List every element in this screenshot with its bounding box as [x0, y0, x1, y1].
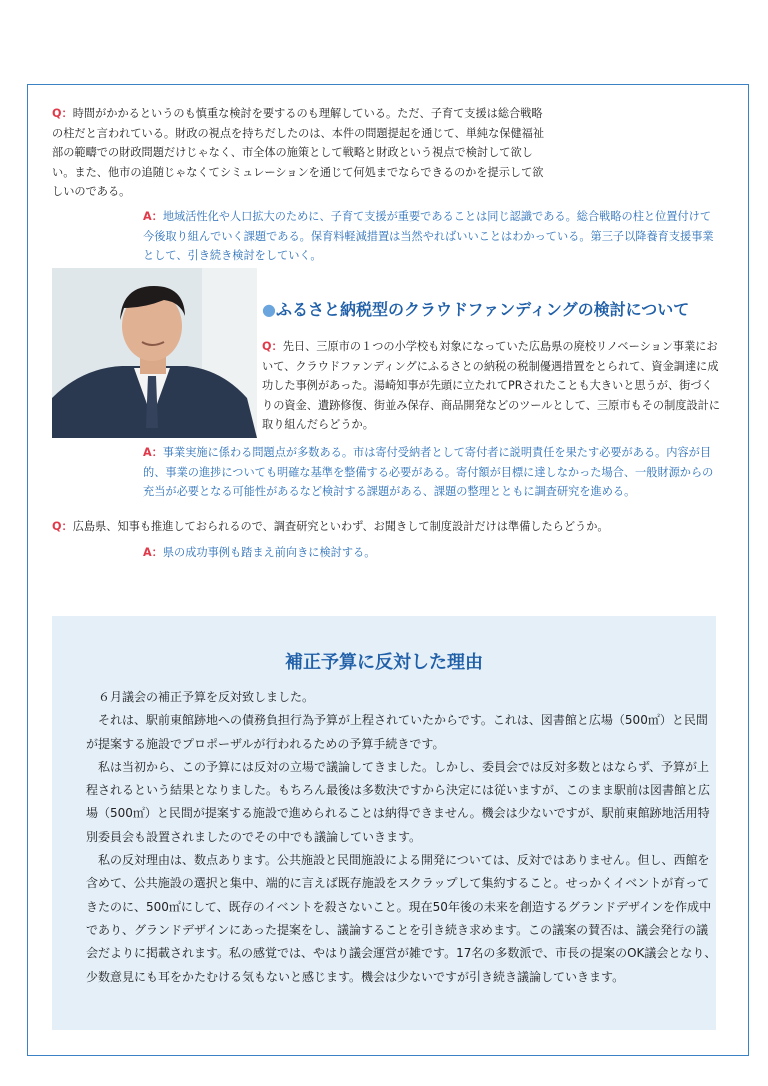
- box-title: 補正予算に反対した理由: [285, 652, 483, 673]
- question-text: 広島県、知事も推進しておられるので、調査研究といわず、お聞きして制度設計だけは準備したらどうか。: [72, 520, 609, 533]
- box-paragraph: それは、駅前東館跡地への債務負担行為予算が上程されていたからです。これは、図書館と広場（500㎡）と民間が提案する施設でプロポーザルが行われるための予算手続きです。: [86, 713, 708, 751]
- box-paragraph: 私の反対理由は、数点あります。公共施設と民間施設による開発については、反対ではありません。但し、西館を含めて、公共施設の選択と集中、端的に言えば既存施設をスクラップして集約すること。せっかくイベントが育ってきたのに、500㎡にして、既存のイベントを殺さないこと。現在50年後の未来を創造するグランドデザインを作成中であり、グランドデザインにあった提案をし、議論することを引き続き求めます。この議案の賛否は、議会発行の議会だよりに掲載されます。私の感覚では、やはり議会運営が雑です。17名の多数派で、市長の提案のOK議会となり、少数意見にも耳をかたむける気もないと感じます。機会は少ないですが引き続き議論していきます。: [86, 853, 717, 984]
- question-label: Q：: [52, 520, 73, 533]
- question-label: Q：: [262, 340, 283, 353]
- bullet-icon: ●: [262, 300, 276, 319]
- speaker-portrait-illustration: [52, 268, 257, 438]
- question-1: [52, 104, 552, 202]
- speaker-photo: [52, 268, 257, 438]
- answer-label: A：: [143, 546, 163, 559]
- section-heading: [262, 297, 689, 320]
- answer-2: [143, 443, 721, 502]
- question-text: 時間がかかるというのも慎重な検討を要するのも理解している。ただ、子育て支援は総合戦略の柱だと言われている。財政の視点を持ちだしたのは、本件の問題提起を通じて、単純な保健福祉部の範疇での財政問題だけじゃなく、市全体の施策として戦略と財政という視点で検討して欲しい。また、他市の追随じゃなくてシミュレーションを通じて何処までならできるのかを提示して欲しいのである。: [52, 107, 545, 198]
- question-text: 先日、三原市の１つの小学校も対象になっていた広島県の廃校リノベーション事業において、クラウドファンディングにふるさとの納税の税制優遇措置をとられて、資金調達に成功した事例があった。湯崎知事が先頭に立たれてPRされたことも大きいと思うが、街づくりの資金、遺跡修復、街並み保存、商品開発などのツールとして、三原市もその制度設計に取り組んだらどうか。: [262, 340, 721, 431]
- answer-text: 県の成功事例も踏まえ前向きに検討する。: [162, 546, 376, 559]
- answer-3: [143, 543, 643, 563]
- box-paragraph: 私は当初から、この予算には反対の立場で議論してきました。しかし、委員会では反対多数とはならず、予算が上程されるという結果となりました。もちろん最後は多数決ですから決定には従いますが、このまま駅前は図書館と広場（500㎡）と民間が提案する施設で進められることは納得できません。機会は少ないですが、駅前東館跡地活用特別委員会も設置されましたのでその中でも議論していきます。: [86, 759, 711, 844]
- question-label: Q：: [52, 107, 73, 120]
- answer-1: [143, 207, 721, 266]
- answer-text: 事業実施に係わる問題点が多数ある。市は寄付受納者として寄付者に説明責任を果たす必要がある。内容が目的、事業の進捗についても明確な基準を整備する必要がある。寄付額が目標に達しなかった場合、一般財源からの充当が必要となる可能性があるなど検討する課題がある、課題の整理とともに調査研究を進める。: [143, 446, 714, 498]
- question-3: [52, 517, 712, 537]
- question-2: [262, 337, 722, 435]
- section-heading-text: ふるさと納税型のクラウドファンディングの検討について: [275, 300, 690, 319]
- box-paragraph: ６月議会の補正予算を反対致しました。: [98, 690, 315, 704]
- answer-text: 地域活性化や人口拡大のために、子育て支援が重要であることは同じ認識である。総合戦略の柱と位置付けて今後取り組んでいく課題である。保育料軽減措置は当然やればいいことはわかっている。第三子以降養育支援事業として、引き続き検討をしていく。: [143, 210, 714, 262]
- budget-opposition-box: [52, 616, 716, 1030]
- box-body: [86, 686, 718, 989]
- answer-label: A：: [143, 446, 163, 459]
- answer-label: A：: [143, 210, 163, 223]
